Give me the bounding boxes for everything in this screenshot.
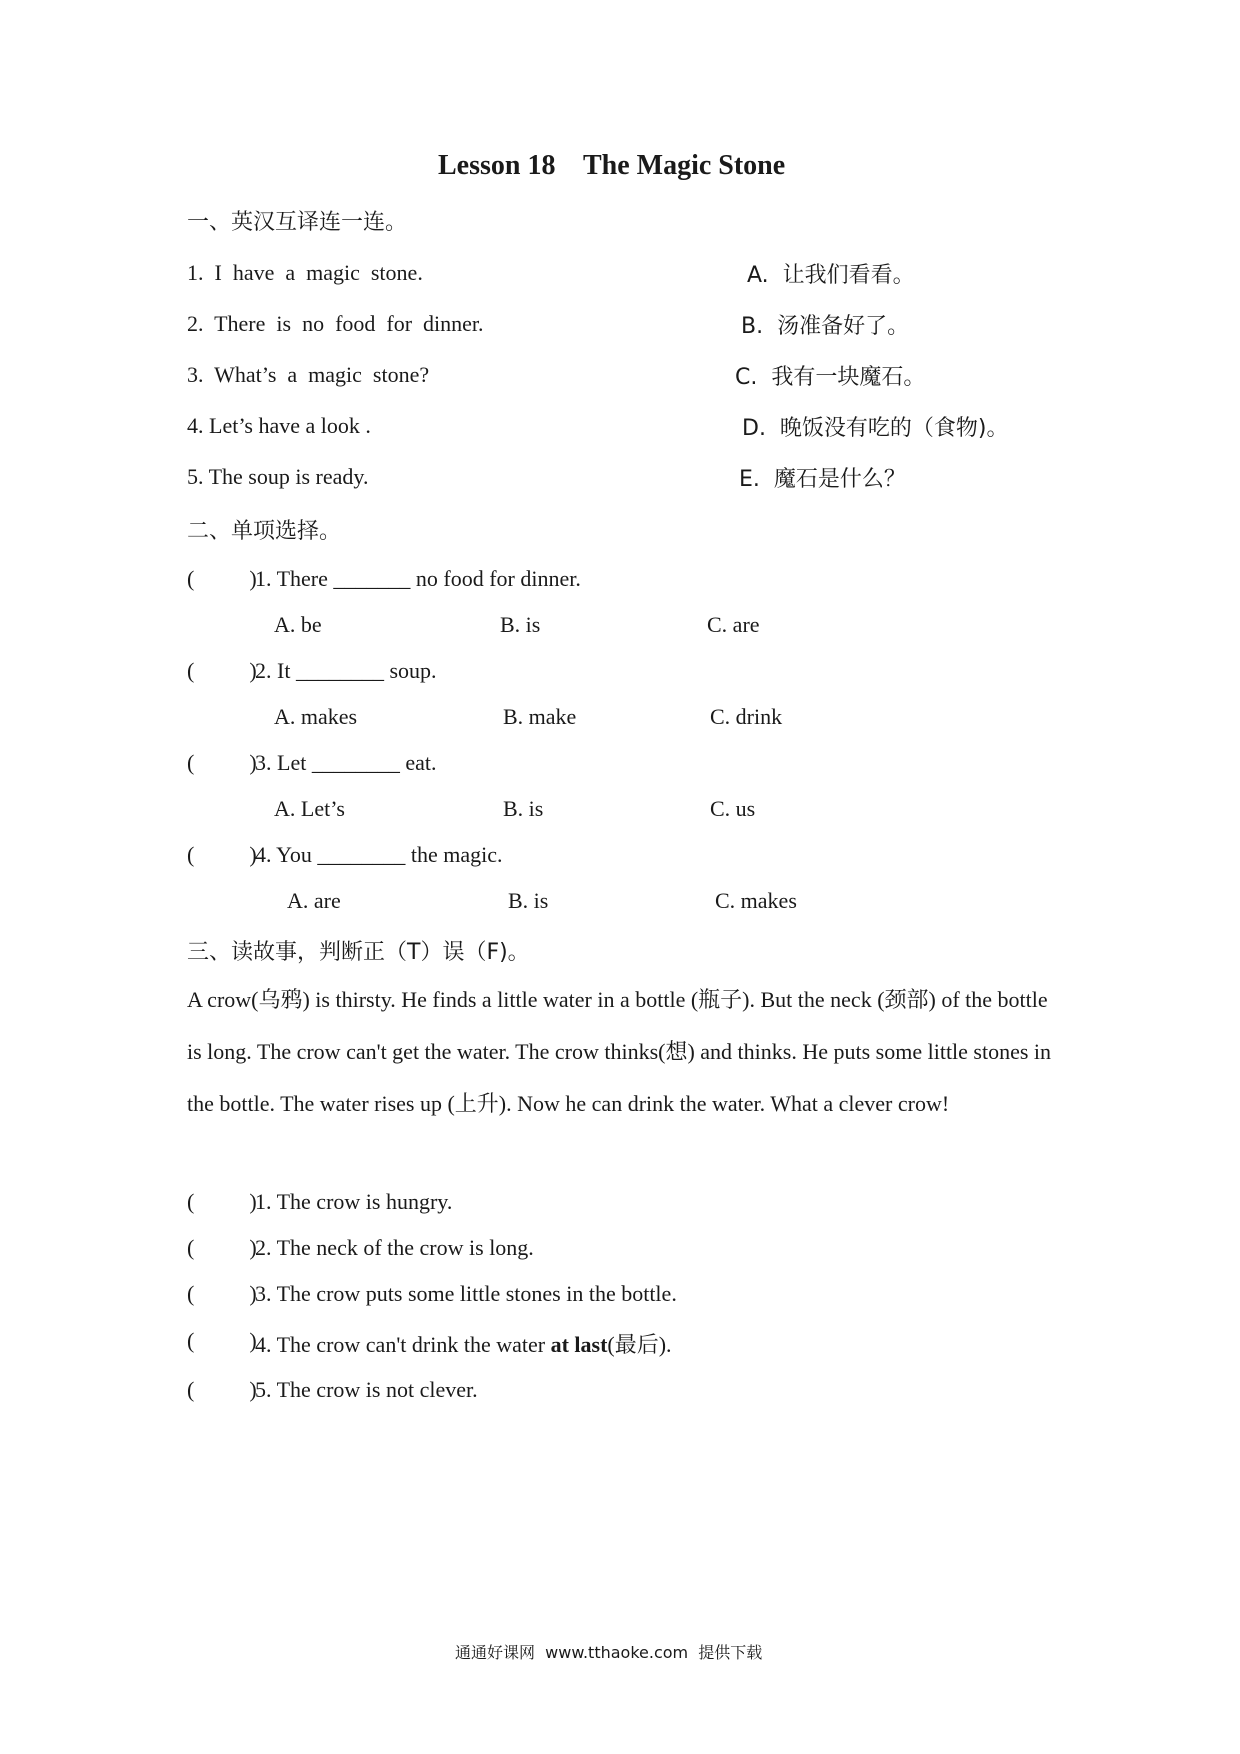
match-left-3: 3. What’s a magic stone? [187, 362, 430, 387]
answer-paren: ( ) [187, 842, 257, 867]
answer-paren: ( ) [187, 1235, 257, 1260]
match-right-e: E. 魔石是什么？ [739, 467, 906, 492]
option-c: C. are [707, 612, 760, 637]
answer-paren: ( ) [187, 658, 257, 683]
option-b: B. make [503, 704, 577, 729]
answer-paren: ( ) [187, 750, 257, 775]
option-c: C. us [710, 796, 756, 821]
statement-text-part: (最后). [607, 1332, 672, 1357]
statement-text-part: 4. The crow can't drink the water [255, 1332, 551, 1357]
page-footer: 通通好课网 www.tthaoke.com 提供下载 [455, 1643, 763, 1662]
answer-paren: ( ) [187, 1281, 257, 1306]
match-right-d: D. 晚饭没有吃的（食物)。 [742, 416, 1009, 441]
match-right-a: A. 让我们看看。 [747, 263, 915, 288]
section3-heading: 三、读故事，判断正（T）误（F)。 [187, 940, 530, 965]
question-text: 3. Let ________ eat. [255, 750, 437, 775]
story-paragraph: A crow(乌鸦) is thirsty. He finds a little water in a bottle (瓶子). But the neck (颈部) of the bottle is long. The crow can't get the water. The crow thinks(想) and thinks. He puts some little stones in the bottle. The water rises up (上升). Now he can drink the water. What a clever crow! [187, 987, 1052, 1116]
answer-paren: ( ) [187, 1377, 257, 1402]
option-a: A. Let’s [274, 796, 345, 821]
question-text: 4. You ________ the magic. [255, 842, 503, 867]
section2-heading: 二、单项选择。 [187, 519, 342, 544]
option-b: B. is [503, 796, 544, 821]
answer-paren: ( ) [187, 1189, 257, 1214]
statement-text: 2. The neck of the crow is long. [255, 1235, 534, 1260]
option-a: A. are [287, 888, 341, 913]
match-left-2: 2. There is no food for dinner. [187, 311, 484, 336]
statement-text: 1. The crow is hungry. [255, 1189, 453, 1214]
statement-text [255, 1328, 672, 1359]
answer-paren: ( ) [187, 566, 257, 591]
answer-paren: ( ) [187, 1328, 257, 1353]
statement-text: 5. The crow is not clever. [255, 1377, 478, 1402]
match-left-1: 1. I have a magic stone. [187, 260, 423, 285]
option-c: C. drink [710, 704, 783, 729]
match-right-b: B. 汤准备好了。 [741, 314, 910, 339]
option-b: B. is [508, 888, 549, 913]
page-title: Lesson 18 The Magic Stone [438, 150, 786, 181]
question-text: 2. It ________ soup. [255, 658, 437, 683]
match-right-c: C. 我有一块魔石。 [735, 365, 926, 390]
option-c: C. makes [715, 888, 797, 913]
match-left-5: 5. The soup is ready. [187, 464, 369, 489]
option-a: A. be [274, 612, 322, 637]
section1-heading: 一、英汉互译连一连。 [187, 210, 408, 235]
statement-text: 3. The crow puts some little stones in the bottle. [255, 1281, 677, 1306]
question-text: 1. There _______ no food for dinner. [255, 566, 581, 591]
option-b: B. is [500, 612, 541, 637]
match-left-4: 4. Let’s have a look . [187, 413, 371, 438]
option-a: A. makes [274, 704, 358, 729]
statement-bold-phrase: at last [550, 1332, 608, 1357]
